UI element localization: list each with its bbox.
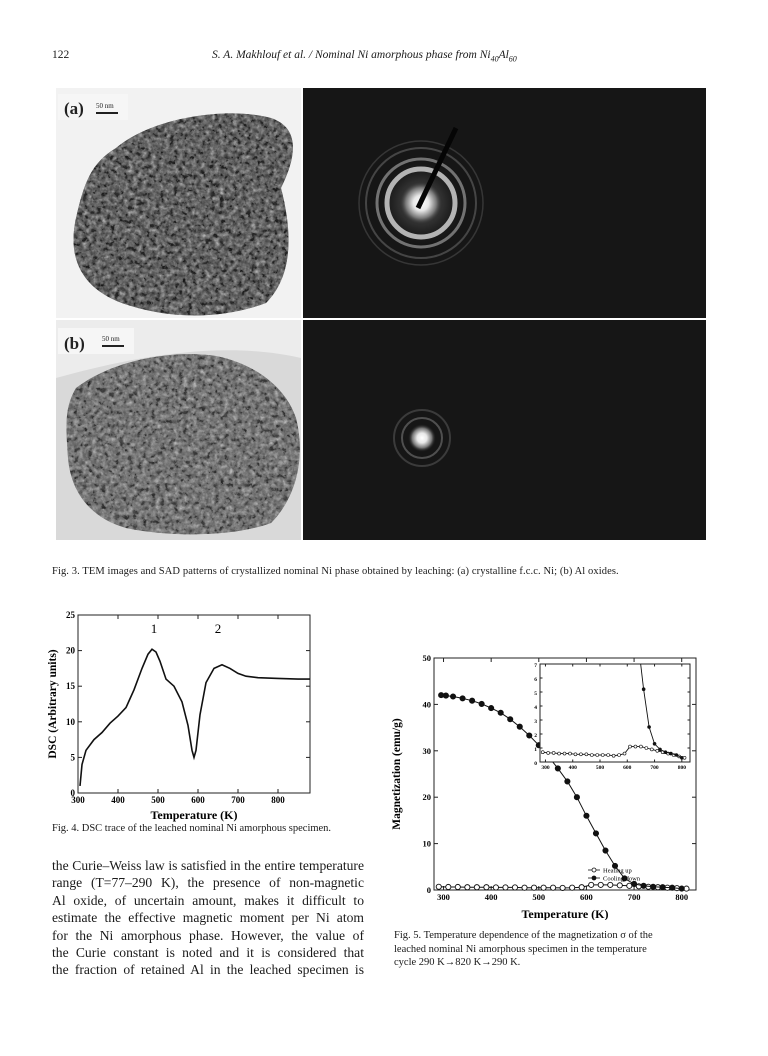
mag-x-tick-label: 700 bbox=[627, 892, 641, 902]
mag-data-point bbox=[603, 848, 608, 853]
running-head-mid: Al bbox=[498, 49, 509, 61]
body-line: the Curie constant is noted and it is considered that bbox=[52, 945, 364, 961]
mag-data-point bbox=[479, 701, 484, 706]
inset-data-point bbox=[675, 754, 678, 757]
mag-data-point bbox=[641, 883, 646, 888]
panel-a-sad bbox=[303, 88, 706, 318]
inset-data-point bbox=[563, 752, 566, 755]
dsc-plot-frame bbox=[78, 615, 310, 793]
inset-data-point bbox=[601, 754, 604, 757]
inset-data-point bbox=[574, 753, 577, 756]
inset-y-tick-label: 1 bbox=[534, 747, 537, 753]
inset-data-point bbox=[558, 752, 561, 755]
inset-data-point bbox=[634, 745, 637, 748]
dsc-y-tick-label: 25 bbox=[66, 610, 75, 620]
figure-3-caption: Fig. 3. TEM images and SAD patterns of crystallized nominal Ni phase obtained by leaching: (a) crystalline f.c.c. Ni; (b) Al oxides. bbox=[52, 566, 619, 577]
figure-4-dsc-chart bbox=[44, 605, 324, 825]
running-head-sub1: 40 bbox=[490, 54, 499, 64]
figure-5-magnetization-chart bbox=[388, 648, 708, 920]
mag-data-point bbox=[436, 884, 441, 889]
mag-data-point bbox=[531, 885, 536, 890]
mag-y-tick-label: 50 bbox=[422, 653, 431, 663]
inset-x-tick-label: 800 bbox=[677, 765, 686, 771]
dsc-x-tick-label: 500 bbox=[151, 795, 165, 805]
mag-x-tick-label: 400 bbox=[484, 892, 498, 902]
inset-x-tick-label: 400 bbox=[568, 765, 577, 771]
mag-data-point bbox=[446, 884, 451, 889]
inset-y-tick-label: 5 bbox=[534, 691, 537, 697]
mag-data-point bbox=[651, 884, 656, 889]
mag-data-point bbox=[574, 795, 579, 800]
mag-y-tick-label: 0 bbox=[426, 885, 431, 895]
mag-data-point bbox=[670, 885, 675, 890]
body-line: for the Ni amorphous phase. However, the value of bbox=[52, 927, 364, 943]
dsc-peak-label: 1 bbox=[150, 620, 158, 636]
dsc-y-axis-label: DSC (Arbitrary units) bbox=[47, 649, 59, 759]
inset-data-point bbox=[607, 754, 610, 757]
mag-data-point bbox=[527, 733, 532, 738]
inset-data-point bbox=[541, 751, 544, 754]
mag-data-point bbox=[593, 831, 598, 836]
mag-data-point bbox=[570, 885, 575, 890]
mag-data-point bbox=[617, 883, 622, 888]
inset-data-point bbox=[664, 751, 667, 754]
body-line: estimate the effective magnetic moment per Ni atom bbox=[52, 910, 364, 926]
dsc-peak-label: 2 bbox=[214, 620, 222, 636]
mag-y-axis-label: Magnetization (emu/g) bbox=[391, 718, 403, 830]
legend-entry: Heating up bbox=[603, 867, 632, 875]
inset-data-point bbox=[680, 756, 683, 759]
caption-line: cycle 290 K→820 K→290 K. bbox=[394, 957, 521, 969]
panel-a-label: (a) bbox=[64, 99, 84, 118]
mag-data-point bbox=[460, 696, 465, 701]
mag-y-tick-label: 40 bbox=[422, 699, 431, 710]
inset-data-point bbox=[669, 752, 672, 755]
body-line: Al oxide, of uncertain amount, makes it difficult to bbox=[52, 892, 364, 908]
dsc-y-tick-label: 0 bbox=[70, 788, 75, 798]
caption-line: Fig. 5. Temperature dependence of the magnetization σ of the bbox=[394, 930, 653, 941]
inset-data-point bbox=[639, 745, 642, 748]
inset-data-point bbox=[618, 754, 621, 757]
mag-x-axis-label: Temperature (K) bbox=[521, 907, 609, 920]
dsc-y-tick-label: 5 bbox=[70, 752, 75, 763]
mag-x-tick-label: 600 bbox=[580, 892, 593, 902]
dsc-y-tick-label: 15 bbox=[66, 681, 75, 692]
inset-x-tick-label: 600 bbox=[623, 765, 632, 771]
inset-data-point bbox=[653, 742, 656, 745]
mag-data-point bbox=[555, 766, 560, 771]
mag-x-tick-label: 300 bbox=[437, 892, 450, 902]
inset-data-point bbox=[547, 751, 550, 754]
mag-data-point bbox=[579, 885, 584, 890]
mag-data-point bbox=[455, 884, 460, 889]
mag-data-point bbox=[493, 885, 498, 890]
inset-background bbox=[540, 664, 690, 762]
body-line: the fraction of retained Al in the leached specimen is bbox=[52, 962, 364, 978]
mag-data-point bbox=[512, 885, 517, 890]
panel-b-sad bbox=[303, 320, 706, 540]
dsc-x-tick-label: 400 bbox=[111, 795, 125, 805]
mag-data-point bbox=[584, 813, 589, 818]
inset-data-point bbox=[590, 754, 593, 757]
mag-y-tick-label: 10 bbox=[422, 838, 431, 849]
inset-y-tick-label: 4 bbox=[534, 705, 537, 711]
figure-5-caption bbox=[394, 929, 718, 970]
mag-data-point bbox=[560, 885, 565, 890]
dsc-x-axis-label: Temperature (K) bbox=[150, 808, 238, 822]
mag-data-point bbox=[450, 694, 455, 699]
inset-data-point bbox=[629, 745, 632, 748]
inset-x-tick-label: 700 bbox=[650, 765, 659, 771]
mag-y-tick-label: 20 bbox=[422, 792, 431, 803]
mag-data-point bbox=[498, 710, 503, 715]
dsc-x-tick-label: 800 bbox=[271, 795, 285, 805]
figure-4-caption: Fig. 4. DSC trace of the leached nominal Ni amorphous specimen. bbox=[52, 823, 332, 834]
inset-data-point bbox=[569, 752, 572, 755]
mag-y-tick-label: 30 bbox=[422, 745, 431, 756]
mag-data-point bbox=[565, 779, 570, 784]
inset-x-tick-label: 300 bbox=[541, 765, 550, 771]
mag-data-point bbox=[541, 885, 546, 890]
mag-data-point bbox=[550, 885, 555, 890]
dsc-trace-line bbox=[80, 649, 310, 786]
page-number: 122 bbox=[52, 49, 70, 61]
inset-data-point bbox=[596, 754, 599, 757]
dsc-y-tick-label: 20 bbox=[66, 645, 75, 656]
dsc-x-tick-label: 300 bbox=[71, 795, 85, 805]
mag-data-point bbox=[589, 882, 594, 887]
dsc-y-tick-label: 10 bbox=[66, 716, 75, 727]
inset-data-point bbox=[642, 688, 645, 691]
scale-bar-b-label: 50 nm bbox=[102, 335, 120, 343]
inset-y-tick-label: 7 bbox=[534, 663, 537, 669]
running-head bbox=[212, 49, 517, 63]
scale-bar-a-label: 50 nm bbox=[96, 102, 114, 110]
inset-data-point bbox=[552, 751, 555, 754]
inset-data-point bbox=[659, 748, 662, 751]
inset-y-tick-label: 3 bbox=[534, 719, 537, 725]
mag-data-point bbox=[508, 717, 513, 722]
inset-x-tick-label: 500 bbox=[595, 765, 605, 771]
inset-data-point bbox=[648, 726, 651, 729]
inset-y-tick-label: 6 bbox=[534, 677, 537, 683]
body-text bbox=[52, 857, 364, 979]
running-head-sub2: 60 bbox=[508, 54, 517, 64]
figure-3-tem-images bbox=[56, 88, 706, 540]
inset-data-point bbox=[612, 754, 615, 757]
legend-entry: Cooling down bbox=[603, 875, 641, 883]
dsc-x-tick-label: 600 bbox=[191, 795, 205, 805]
mag-data-point bbox=[439, 693, 444, 698]
body-line: range (T=77–290 K), the presence of non-magnetic bbox=[52, 875, 364, 891]
mag-data-point bbox=[484, 885, 489, 890]
legend-marker bbox=[592, 868, 596, 872]
caption-line: leached nominal Ni amorphous specimen in the temperature bbox=[394, 943, 647, 955]
panel-b-label: (b) bbox=[64, 334, 85, 353]
mag-data-point bbox=[598, 882, 603, 887]
dsc-x-tick-label: 700 bbox=[231, 795, 245, 805]
mag-data-point bbox=[660, 885, 665, 890]
inset-data-point bbox=[650, 748, 653, 751]
mag-data-point bbox=[489, 706, 494, 711]
inset-data-point bbox=[579, 753, 582, 756]
inset-data-point bbox=[645, 747, 648, 750]
body-line: the Curie–Weiss law is satisfied in the entire temperature bbox=[52, 858, 364, 873]
mag-data-point bbox=[503, 885, 508, 890]
mag-data-point bbox=[465, 885, 470, 890]
mag-x-tick-label: 800 bbox=[675, 892, 689, 902]
inset-y-tick-label: 2 bbox=[534, 733, 537, 739]
mag-data-point bbox=[522, 885, 527, 890]
mag-data-point bbox=[470, 698, 475, 703]
mag-data-point bbox=[608, 882, 613, 887]
mag-data-point bbox=[474, 885, 479, 890]
inset-y-tick-label: 0 bbox=[534, 761, 537, 767]
legend-marker bbox=[592, 876, 596, 880]
mag-x-tick-label: 500 bbox=[532, 892, 546, 902]
inset-data-point bbox=[623, 752, 626, 755]
running-head-prefix: S. A. Makhlouf et al. / Nominal Ni amorphous phase from Ni bbox=[212, 49, 491, 61]
inset-data-point bbox=[585, 753, 588, 756]
mag-data-point bbox=[679, 886, 684, 891]
mag-data-point bbox=[517, 724, 522, 729]
